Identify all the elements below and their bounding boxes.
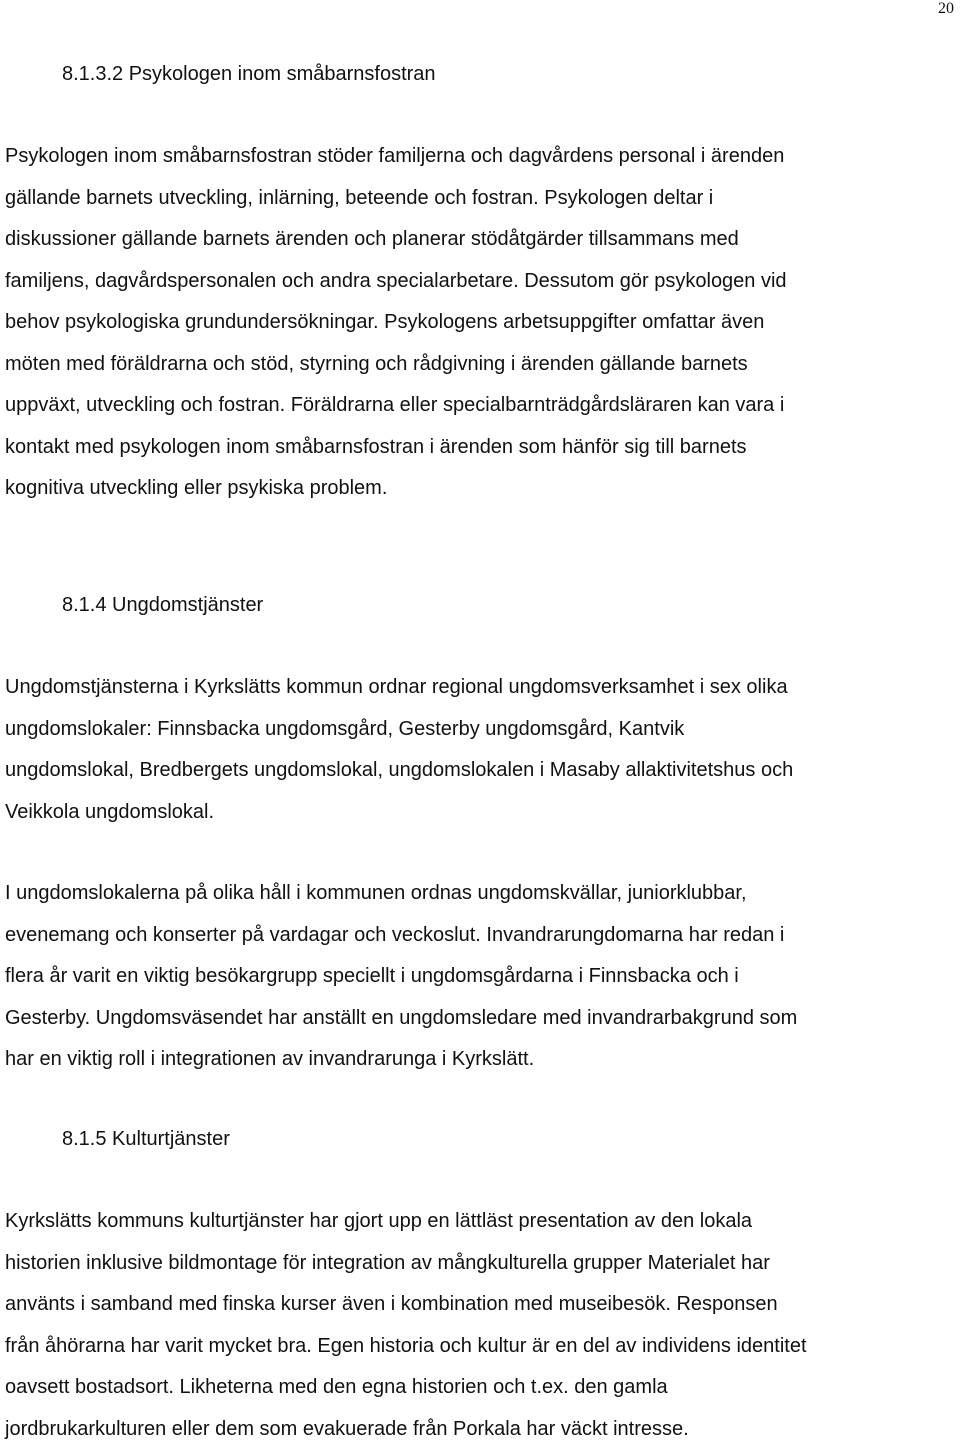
text-line: Ungdomstjänsterna i Kyrkslätts kommun ordnar regional ungdomsverksamhet i sex olika xyxy=(5,667,960,709)
text-line: möten med föräldrarna och stöd, styrning och rådgivning i ärenden gällande barnets xyxy=(5,344,960,386)
text-line: evenemang och konserter på vardagar och veckoslut. Invandrarungdomarna har redan i xyxy=(5,915,960,957)
text-line: gällande barnets utveckling, inlärning, beteende och fostran. Psykologen deltar i xyxy=(5,178,960,220)
text-line: har en viktig roll i integrationen av invandrarunga i Kyrkslätt. xyxy=(5,1039,960,1081)
section-heading-ungdomstjanster: 8.1.4 Ungdomstjänster xyxy=(62,593,263,617)
text-line: oavsett bostadsort. Likheterna med den egna historien och t.ex. den gamla xyxy=(5,1367,960,1409)
section-heading-kulturtjanster: 8.1.5 Kulturtjänster xyxy=(62,1127,230,1151)
text-line: Kyrkslätts kommuns kulturtjänster har gjort upp en lättläst presentation av den lokala xyxy=(5,1201,960,1243)
paragraph-kulturtjanster xyxy=(5,1201,960,1450)
text-line: familjens, dagvårdspersonalen och andra specialarbetare. Dessutom gör psykologen vid xyxy=(5,261,960,303)
paragraph-ungdomstjanster-2 xyxy=(5,873,960,1081)
text-line: historien inklusive bildmontage för integration av mångkulturella grupper Materialet har xyxy=(5,1243,960,1285)
page-number: 20 xyxy=(938,0,954,18)
text-line: från åhörarna har varit mycket bra. Egen historia och kultur är en del av individens identitet xyxy=(5,1326,960,1368)
text-line: Gesterby. Ungdomsväsendet har anställt en ungdomsledare med invandrarbakgrund som xyxy=(5,998,960,1040)
text-line: diskussioner gällande barnets ärenden och planerar stödåtgärder tillsammans med xyxy=(5,219,960,261)
text-line: flera år varit en viktig besökargrupp speciellt i ungdomsgårdarna i Finnsbacka och i xyxy=(5,956,960,998)
text-line: jordbrukarkulturen eller dem som evakuerade från Porkala har väckt intresse. xyxy=(5,1409,960,1450)
text-line: Psykologen inom småbarnsfostran stöder familjerna och dagvårdens personal i ärenden xyxy=(5,136,960,178)
text-line: ungdomslokal, Bredbergets ungdomslokal, ungdomslokalen i Masaby allaktivitetshus och xyxy=(5,750,960,792)
text-line: uppväxt, utveckling och fostran. Föräldrarna eller specialbarnträdgårdsläraren kan vara i xyxy=(5,385,960,427)
text-line: Veikkola ungdomslokal. xyxy=(5,792,960,834)
text-line: använts i samband med finska kurser även i kombination med museibesök. Responsen xyxy=(5,1284,960,1326)
paragraph-psykologen xyxy=(5,136,960,510)
text-line: kontakt med psykologen inom småbarnsfostran i ärenden som hänför sig till barnets xyxy=(5,427,960,469)
text-line: I ungdomslokalerna på olika håll i kommunen ordnas ungdomskvällar, juniorklubbar, xyxy=(5,873,960,915)
section-heading-psykologen: 8.1.3.2 Psykologen inom småbarnsfostran xyxy=(62,62,436,86)
text-line: behov psykologiska grundundersökningar. Psykologens arbetsuppgifter omfattar även xyxy=(5,302,960,344)
paragraph-ungdomstjanster-1 xyxy=(5,667,960,833)
text-line: kognitiva utveckling eller psykiska problem. xyxy=(5,468,960,510)
text-line: ungdomslokaler: Finnsbacka ungdomsgård, Gesterby ungdomsgård, Kantvik xyxy=(5,709,960,751)
